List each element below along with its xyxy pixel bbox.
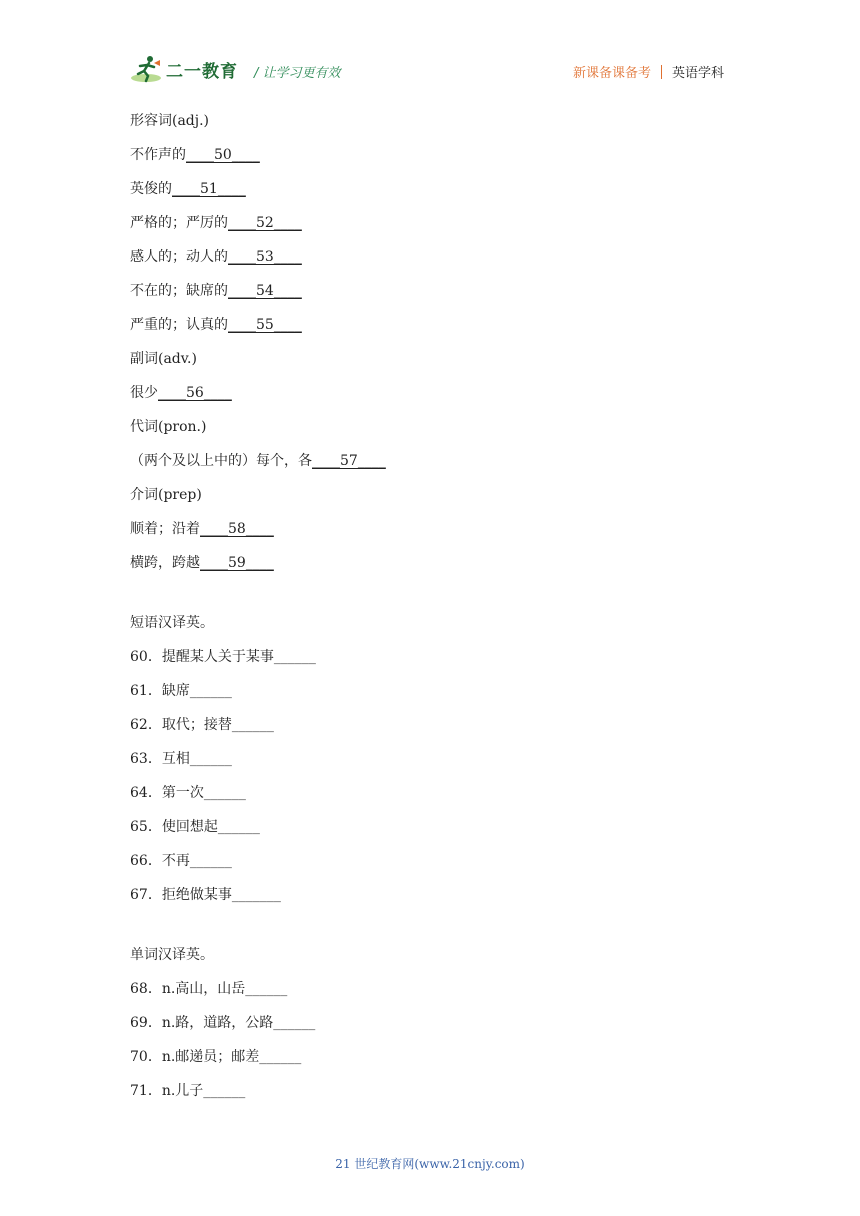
section-title-pron: 代词(pron.) [130,419,207,435]
answer-blank: ____50____ [186,147,260,163]
vocab-prompt: 英俊的 [130,181,172,197]
header-right [573,62,724,81]
section-spacer [130,919,750,945]
question-61: 61．缺席______ [130,683,232,699]
question-66: 66．不再______ [130,853,232,869]
vocab-item-51 [130,179,750,213]
page-footer[interactable]: 21 世纪教育网(www.21cnjy.com) [335,1157,525,1171]
answer-blank: ____53____ [228,249,302,265]
answer-blank: ____54____ [228,283,302,299]
vocab-item-50 [130,145,750,179]
phrases-title: 短语汉译英。 [130,615,214,631]
answer-blank: ____59____ [200,555,274,571]
vocab-item-59 [130,553,750,587]
vocab-prompt: 严格的；严厉的 [130,215,228,231]
vocab-item-54 [130,281,750,315]
answer-blank: ____57____ [312,453,386,469]
document-body [130,111,750,1115]
question-64: 64．第一次______ [130,785,246,801]
words-title: 单词汉译英。 [130,947,214,963]
vocab-prompt: 不在的；缺席的 [130,283,228,299]
answer-blank: ____51____ [172,181,246,197]
question-63: 63．互相______ [130,751,232,767]
answer-blank: ____55____ [228,317,302,333]
question-67: 67．拒绝做某事_______ [130,887,281,903]
question-60: 60．提醒某人关于某事______ [130,649,316,665]
vocab-item-58 [130,519,750,553]
vocab-prompt: 感人的；动人的 [130,249,228,265]
slogan: / 让学习更有效 [254,66,341,81]
vocab-prompt: 严重的；认真的 [130,317,228,333]
section-title-adj: 形容词(adj.) [130,113,210,129]
section-spacer [130,587,750,613]
answer-blank: ____56____ [158,385,232,401]
header-course-label: 新课备课备考 [572,66,651,81]
header-divider [661,65,662,79]
header-subject-label: 英语学科 [671,66,724,81]
logo [130,54,238,84]
vocab-item-57 [130,451,750,485]
question-69: 69．n.路，道路，公路______ [130,1015,316,1031]
section-title-prep: 介词(prep) [130,487,202,503]
logo-text: 二一教育 [166,61,238,82]
answer-blank: ____58____ [200,521,274,537]
question-70: 70．n.邮递员；邮差______ [130,1049,302,1065]
vocab-prompt: 不作声的 [130,147,186,163]
question-68: 68．n.高山，山岳______ [130,981,288,997]
vocab-prompt: 很少 [130,385,158,401]
vocab-item-56 [130,383,750,417]
question-65: 65．使回想起______ [130,819,260,835]
section-title-adv: 副词(adv.) [130,351,197,367]
runner-logo-icon [130,54,164,84]
vocab-item-52 [130,213,750,247]
page-header [130,54,730,90]
vocab-prompt: 横跨，跨越 [130,555,200,571]
question-62: 62．取代；接替______ [130,717,274,733]
question-71: 71．n.儿子______ [130,1083,246,1099]
vocab-item-53 [130,247,750,281]
vocab-prompt: 顺着；沿着 [130,521,200,537]
vocab-item-55 [130,315,750,349]
vocab-prompt: （两个及以上中的）每个，各 [130,453,312,469]
answer-blank: ____52____ [228,215,302,231]
